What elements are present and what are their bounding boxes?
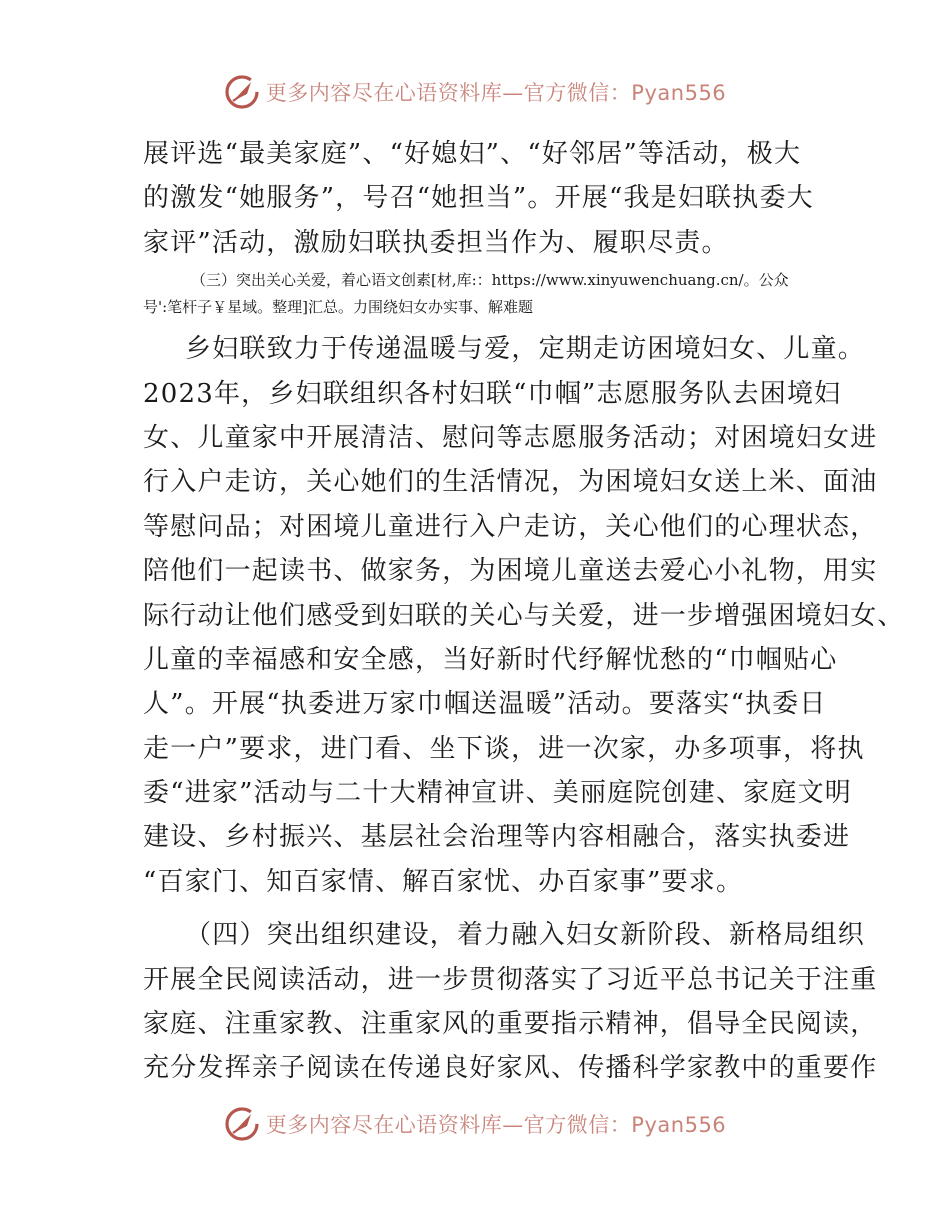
paragraph-2 [143,327,905,904]
text-line: 2023年，乡妇联组织各村妇联“巾帼”志愿服务队去困境妇 [143,378,842,409]
text-line: 开展全民阅读活动，进一步贯彻落实了习近平总书记关于注重 [143,964,878,995]
text-line: 建设、乡村振兴、基层社会治理等内容相融合，落实执委进 [143,822,851,853]
quill-logo-icon [224,74,260,110]
text-line: 儿童的幸福感和安全感，当好新时代纾解忧愁的“巾帼贴心 [143,644,838,675]
header-banner [0,70,950,114]
text-line: 走一户”要求，进门看、坐下谈，进一次家，办多项事，将执 [143,733,865,764]
quill-logo-icon [224,1106,260,1142]
text-line: 人”。开展“执委进万家巾帼送温暖”活动。要落实“执委日 [143,689,827,720]
text-line: 充分发挥亲子阅读在传递良好家风、传播科学家教中的重要作 [143,1053,878,1084]
heading-line: （三）突出关心关爱，着心语文创素[材,库:：https://www.xinyuwenchuang.cn/。公众 [191,271,789,290]
document-body [143,132,905,1091]
section-heading-3 [143,267,833,321]
paragraph-3 [143,913,878,1091]
text-line: 女、儿童家中开展清洁、慰问等志愿服务活动；对困境妇女进 [143,422,878,453]
paragraph-1 [143,132,833,265]
banner-text: 更多内容尽在心语资料库—官方微信：Pyan556 [265,81,727,105]
text-line: 等慰问品；对困境儿童进行入户走访，关心他们的心理状态， [143,511,878,542]
text-line: 乡妇联致力于传递温暖与爱，定期走访困境妇女、儿童。 [185,334,866,365]
text-line: 家评”活动，激励妇联执委担当作为、履职尽责。 [143,227,729,258]
text-line: 的激发“她服务”，号召“她担当”。开展“我是妇联执委大 [143,183,814,214]
text-line: 家庭、注重家教、注重家风的重要指示精神，倡导全民阅读， [143,1009,878,1040]
text-line: “百家门、知百家情、解百家忧、办百家事”要求。 [143,866,744,897]
text-line: 际行动让他们感受到妇联的关心与关爱，进一步增强困境妇女、 [143,600,905,631]
heading-line: 号':笔杆子￥星域。整理]汇总。力围绕妇女办实事、解难题 [143,298,534,317]
text-line: 委“进家”活动与二十大精神宣讲、美丽庭院创建、家庭文明 [143,778,852,809]
text-line: 展评选“最美家庭”、“好媳妇”、“好邻居”等活动，极大 [143,139,802,169]
text-line: （四）突出组织建设，着力融入妇女新阶段、新格局组织 [185,920,866,951]
banner-text: 更多内容尽在心语资料库—官方微信：Pyan556 [265,1113,727,1137]
footer-banner [0,1102,950,1146]
text-line: 陪他们一起读书、做家务，为困境儿童送去爱心小礼物，用实 [143,556,878,587]
text-line: 行入户走访，关心她们的生活情况，为困境妇女送上米、面油 [143,467,878,498]
